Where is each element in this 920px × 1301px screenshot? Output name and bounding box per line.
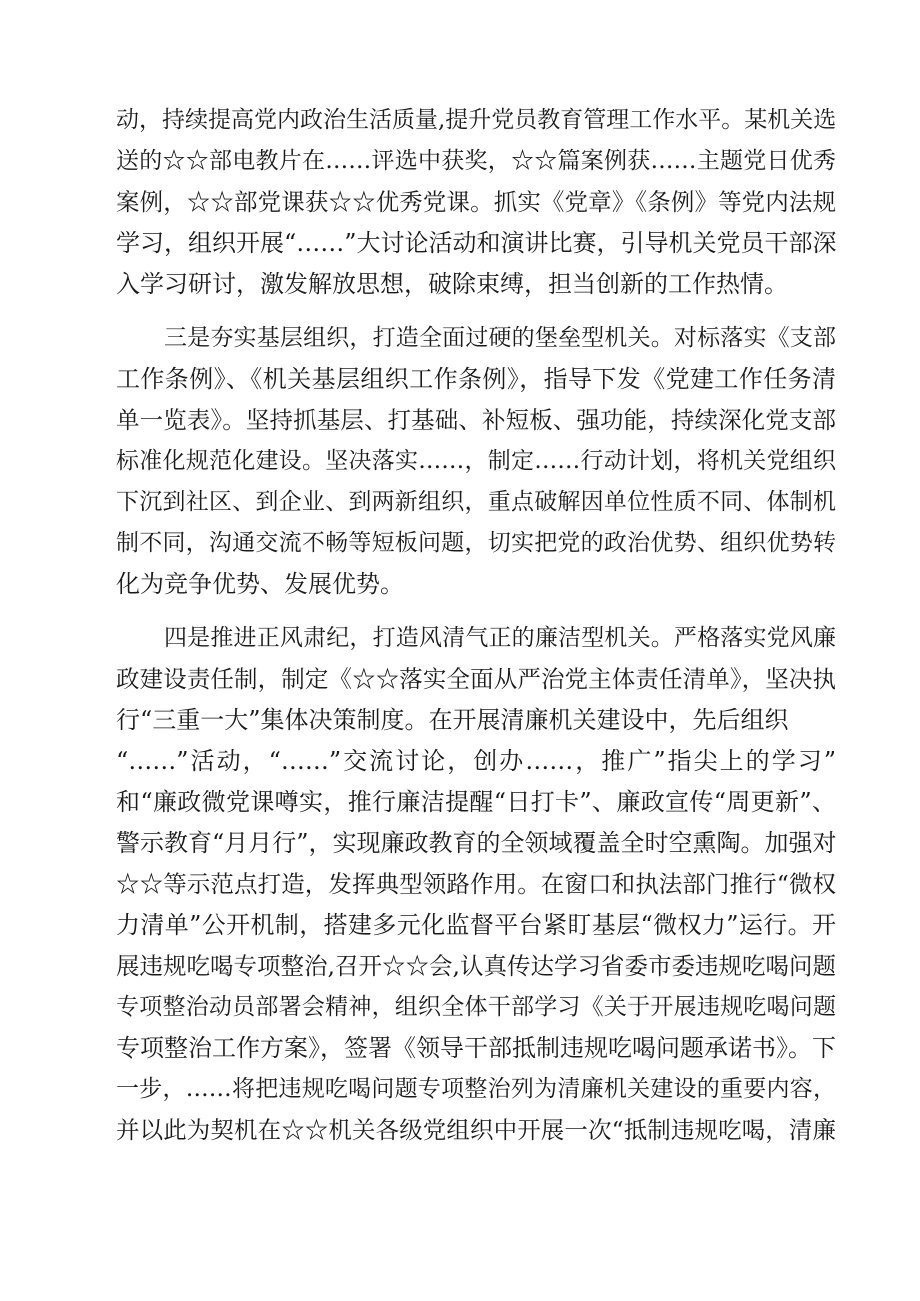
- text-line: 工作条例》、《机关基层组织工作条例》，指导下发《党建工作任务清: [116, 365, 836, 393]
- text-line: 行“三重一大”集体决策制度。在开展清廉机关建设中，先后组织: [116, 706, 789, 734]
- text-line: 一步，……将把违规吃喝问题专项整治列为清廉机关建设的重要内容，: [116, 1076, 836, 1102]
- text-line: 力清单”公开机制，搭建多元化监督平台紧盯基层“微权力”运行。开: [116, 911, 836, 939]
- text-line: 专项整治动员部署会精神，组织全体干部学习《关于开展违规吃喝问题: [116, 994, 836, 1020]
- text-line: 专项整治工作方案》，签署《领导干部抵制违规吃喝问题承诺书》。下: [116, 1034, 836, 1062]
- text-line: 警示教育“月月行”，实现廉政教育的全领域覆盖全时空熏陶。加强对: [116, 829, 837, 857]
- text-line: 学习，组织开展“……”大讨论活动和演讲比赛，引导机关党员干部深: [116, 229, 837, 257]
- text-line: 制不同，沟通交流不畅等短板问题，切实把党的政治优势、组织优势转: [116, 530, 836, 556]
- text-line: 入学习研讨，激发解放思想，破除束缚，担当创新的工作热情。: [116, 270, 788, 298]
- text-line: “……”活动，“……”交流讨论，创办……，推广”指尖上的学习”: [116, 747, 836, 775]
- text-line: 单一览表》。坚持抓基层、打基础、补短板、强功能，持续深化党支部: [116, 406, 836, 434]
- text-line: 标准化规范化建设。坚决落实……，制定……行动计划，将机关党组织: [116, 448, 836, 474]
- text-line: 并以此为契机在☆☆机关各级党组织中开展一次“抵制违规吃喝，清廉: [116, 1116, 836, 1144]
- text-line: 下沉到社区、到企业、到两新组织，重点破解因单位性质不同、体制机: [116, 489, 836, 515]
- text-line: 化为竞争优势、发展优势。: [116, 570, 404, 598]
- text-line: 动，持续提高党内政治生活质量,提升党员教育管理工作水平。某机关选: [116, 107, 837, 133]
- text-line: 案例，☆☆部党课获☆☆优秀党课。抓实《党章》《条例》等党内法规: [116, 188, 836, 216]
- text-line: 和“廉政微党课噂实，推行廉洁提醒“日打卡”、廉政宣传“周更新”、: [116, 788, 836, 816]
- text-line: 三是夯实基层组织，打造全面过硬的堡垒型机关。对标落实《支部: [164, 325, 836, 351]
- text-line: 送的☆☆部电教片在……评选中获奖，☆☆篇案例获……主题党日优秀: [116, 148, 836, 174]
- text-line: 政建设责任制，制定《☆☆落实全面从严治党主体责任清单》，坚决执: [116, 665, 836, 693]
- text-line: ☆☆等示范点打造，发挥典型领路作用。在窗口和执法部门推行“微权: [116, 870, 836, 898]
- text-line: 四是推进正风肃纪，打造风清气正的廉洁型机关。严格落实党风廉: [164, 625, 836, 651]
- text-line: 展违规吃喝专项整治,召开☆☆会,认真传达学习省委市委违规吃喝问题: [116, 952, 836, 980]
